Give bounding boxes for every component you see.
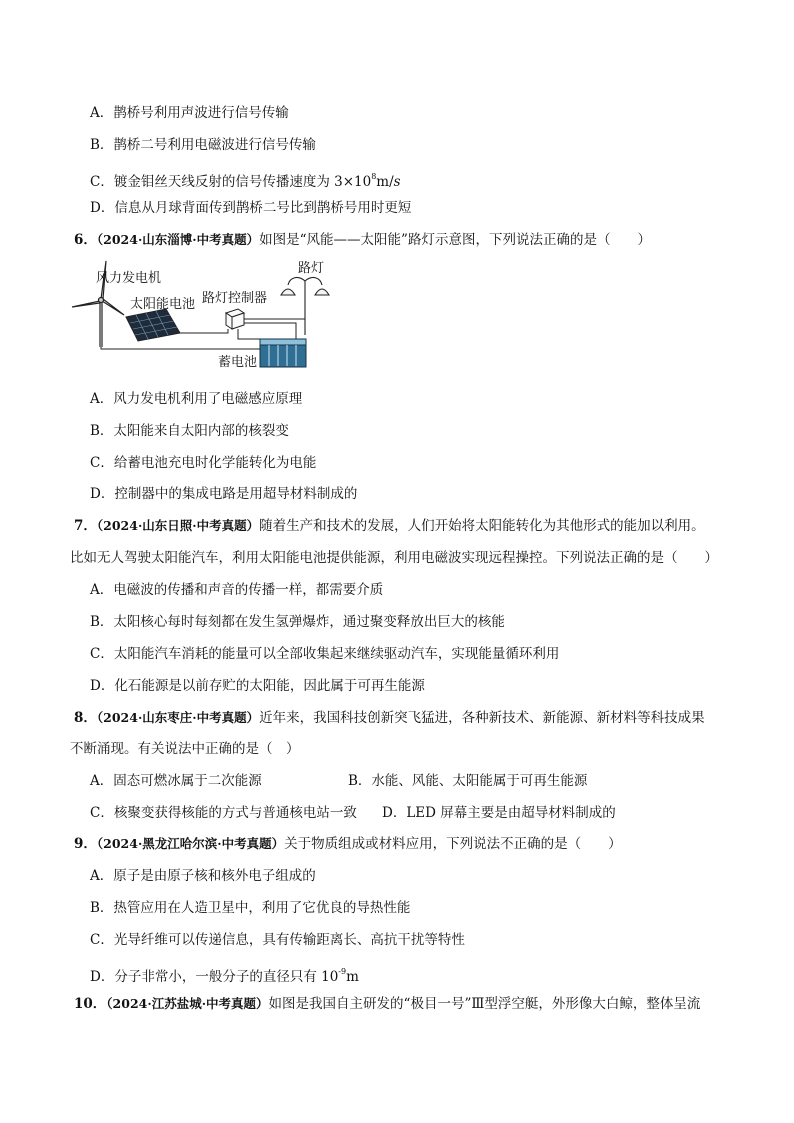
- q8-option-d: D．LED 屏幕主要是由超导材料制成的: [382, 805, 616, 821]
- street-lamp-icon: [281, 278, 329, 335]
- q8-option-a: A．固态可燃冰属于二次能源: [90, 773, 262, 789]
- q7-option-c: C．太阳能汽车消耗的能量可以全部收集起来继续驱动汽车，实现能量循环利用: [90, 646, 560, 662]
- wind-generator-label: 风力发电机: [96, 271, 162, 286]
- battery-icon: [260, 339, 306, 367]
- q6-option-c: C．给蓄电池充电时化学能转化为电能: [90, 455, 317, 471]
- q6-option-a: A．风力发电机利用了电磁感应原理: [90, 391, 303, 407]
- q9-option-c: C．光导纤维可以传递信息，具有传输距离长、高抗干扰等特性: [90, 932, 465, 948]
- controller-label: 路灯控制器: [202, 291, 268, 306]
- q8-option-c: C．核聚变获得核能的方式与普通核电站一致: [90, 805, 357, 821]
- q7-stem-line1: 7．（2024·山东日照·中考真题）随着生产和技术的发展，人们开始将太阳能转化为其他形式的能加以利用。: [74, 518, 705, 534]
- q9-option-a: A．原子是由原子核和核外电子组成的: [90, 868, 316, 884]
- q7-option-b: B．太阳核心每时每刻都在发生氢弹爆炸，通过聚变释放出巨大的核能: [90, 614, 505, 630]
- q9-option-d: D．分子非常小，一般分子的直径只有 $10^{-9}m$: [90, 967, 359, 985]
- q5-option-a: A．鹊桥号利用声波进行信号传输: [90, 105, 289, 121]
- q8-stem-line2: 不断涌现。有关说法中正确的是（ ）: [70, 741, 300, 757]
- q10-stem: 10．（2024·江苏盐城·中考真题）如图是我国自主研发的“极目一号”Ⅲ型浮空艇，外形像大白鲸，整体呈流: [74, 996, 701, 1012]
- q6-stem: 6．（2024·山东淄博·中考真题）如图是“风能——太阳能”路灯示意图，下列说法正确的是（ ）: [74, 232, 651, 248]
- q9-stem: 9．（2024·黑龙江哈尔滨·中考真题）关于物质组成或材料应用，下列说法不正确的是（ ）: [74, 836, 622, 852]
- q7-stem-line2: 比如无人驾驶太阳能汽车，利用太阳能电池提供能源，利用电磁波实现远程操控。下列说法正确的是（ ）: [70, 550, 718, 566]
- controller-box-icon: [226, 309, 244, 329]
- solar-panel-icon: [126, 309, 180, 341]
- q7-option-d: D．化石能源是以前存贮的太阳能，因此属于可再生能源: [90, 678, 425, 694]
- q8-stem-line1: 8．（2024·山东枣庄·中考真题）近年来，我国科技创新突飞猛进，各种新技术、新能源、新材料等科技成果: [74, 710, 705, 726]
- battery-label: 蓄电池: [218, 355, 258, 370]
- q6-option-b: B．太阳能来自太阳内部的核裂变: [90, 423, 289, 439]
- q5-option-d: D．信息从月球背面传到鹊桥二号比到鹊桥号用时更短: [90, 200, 412, 216]
- q8-option-b: B．水能、风能、太阳能属于可再生能源: [348, 773, 588, 789]
- q5-option-c: C．镀金钼丝天线反射的信号传播速度为 $3\times 10^8m/s$: [90, 172, 401, 190]
- wind-solar-streetlight-figure: [68, 255, 338, 380]
- q7-option-a: A．电磁波的传播和声音的传播一样，都需要介质: [90, 582, 384, 598]
- solar-cell-label: 太阳能电池: [130, 297, 196, 312]
- q5-option-b: B．鹊桥二号利用电磁波进行信号传输: [90, 137, 316, 153]
- street-lamp-label: 路灯: [298, 261, 325, 276]
- q6-option-d: D．控制器中的集成电路是用超导材料制成的: [90, 486, 358, 502]
- q9-option-b: B．热管应用在人造卫星中，利用了它优良的导热性能: [90, 900, 411, 916]
